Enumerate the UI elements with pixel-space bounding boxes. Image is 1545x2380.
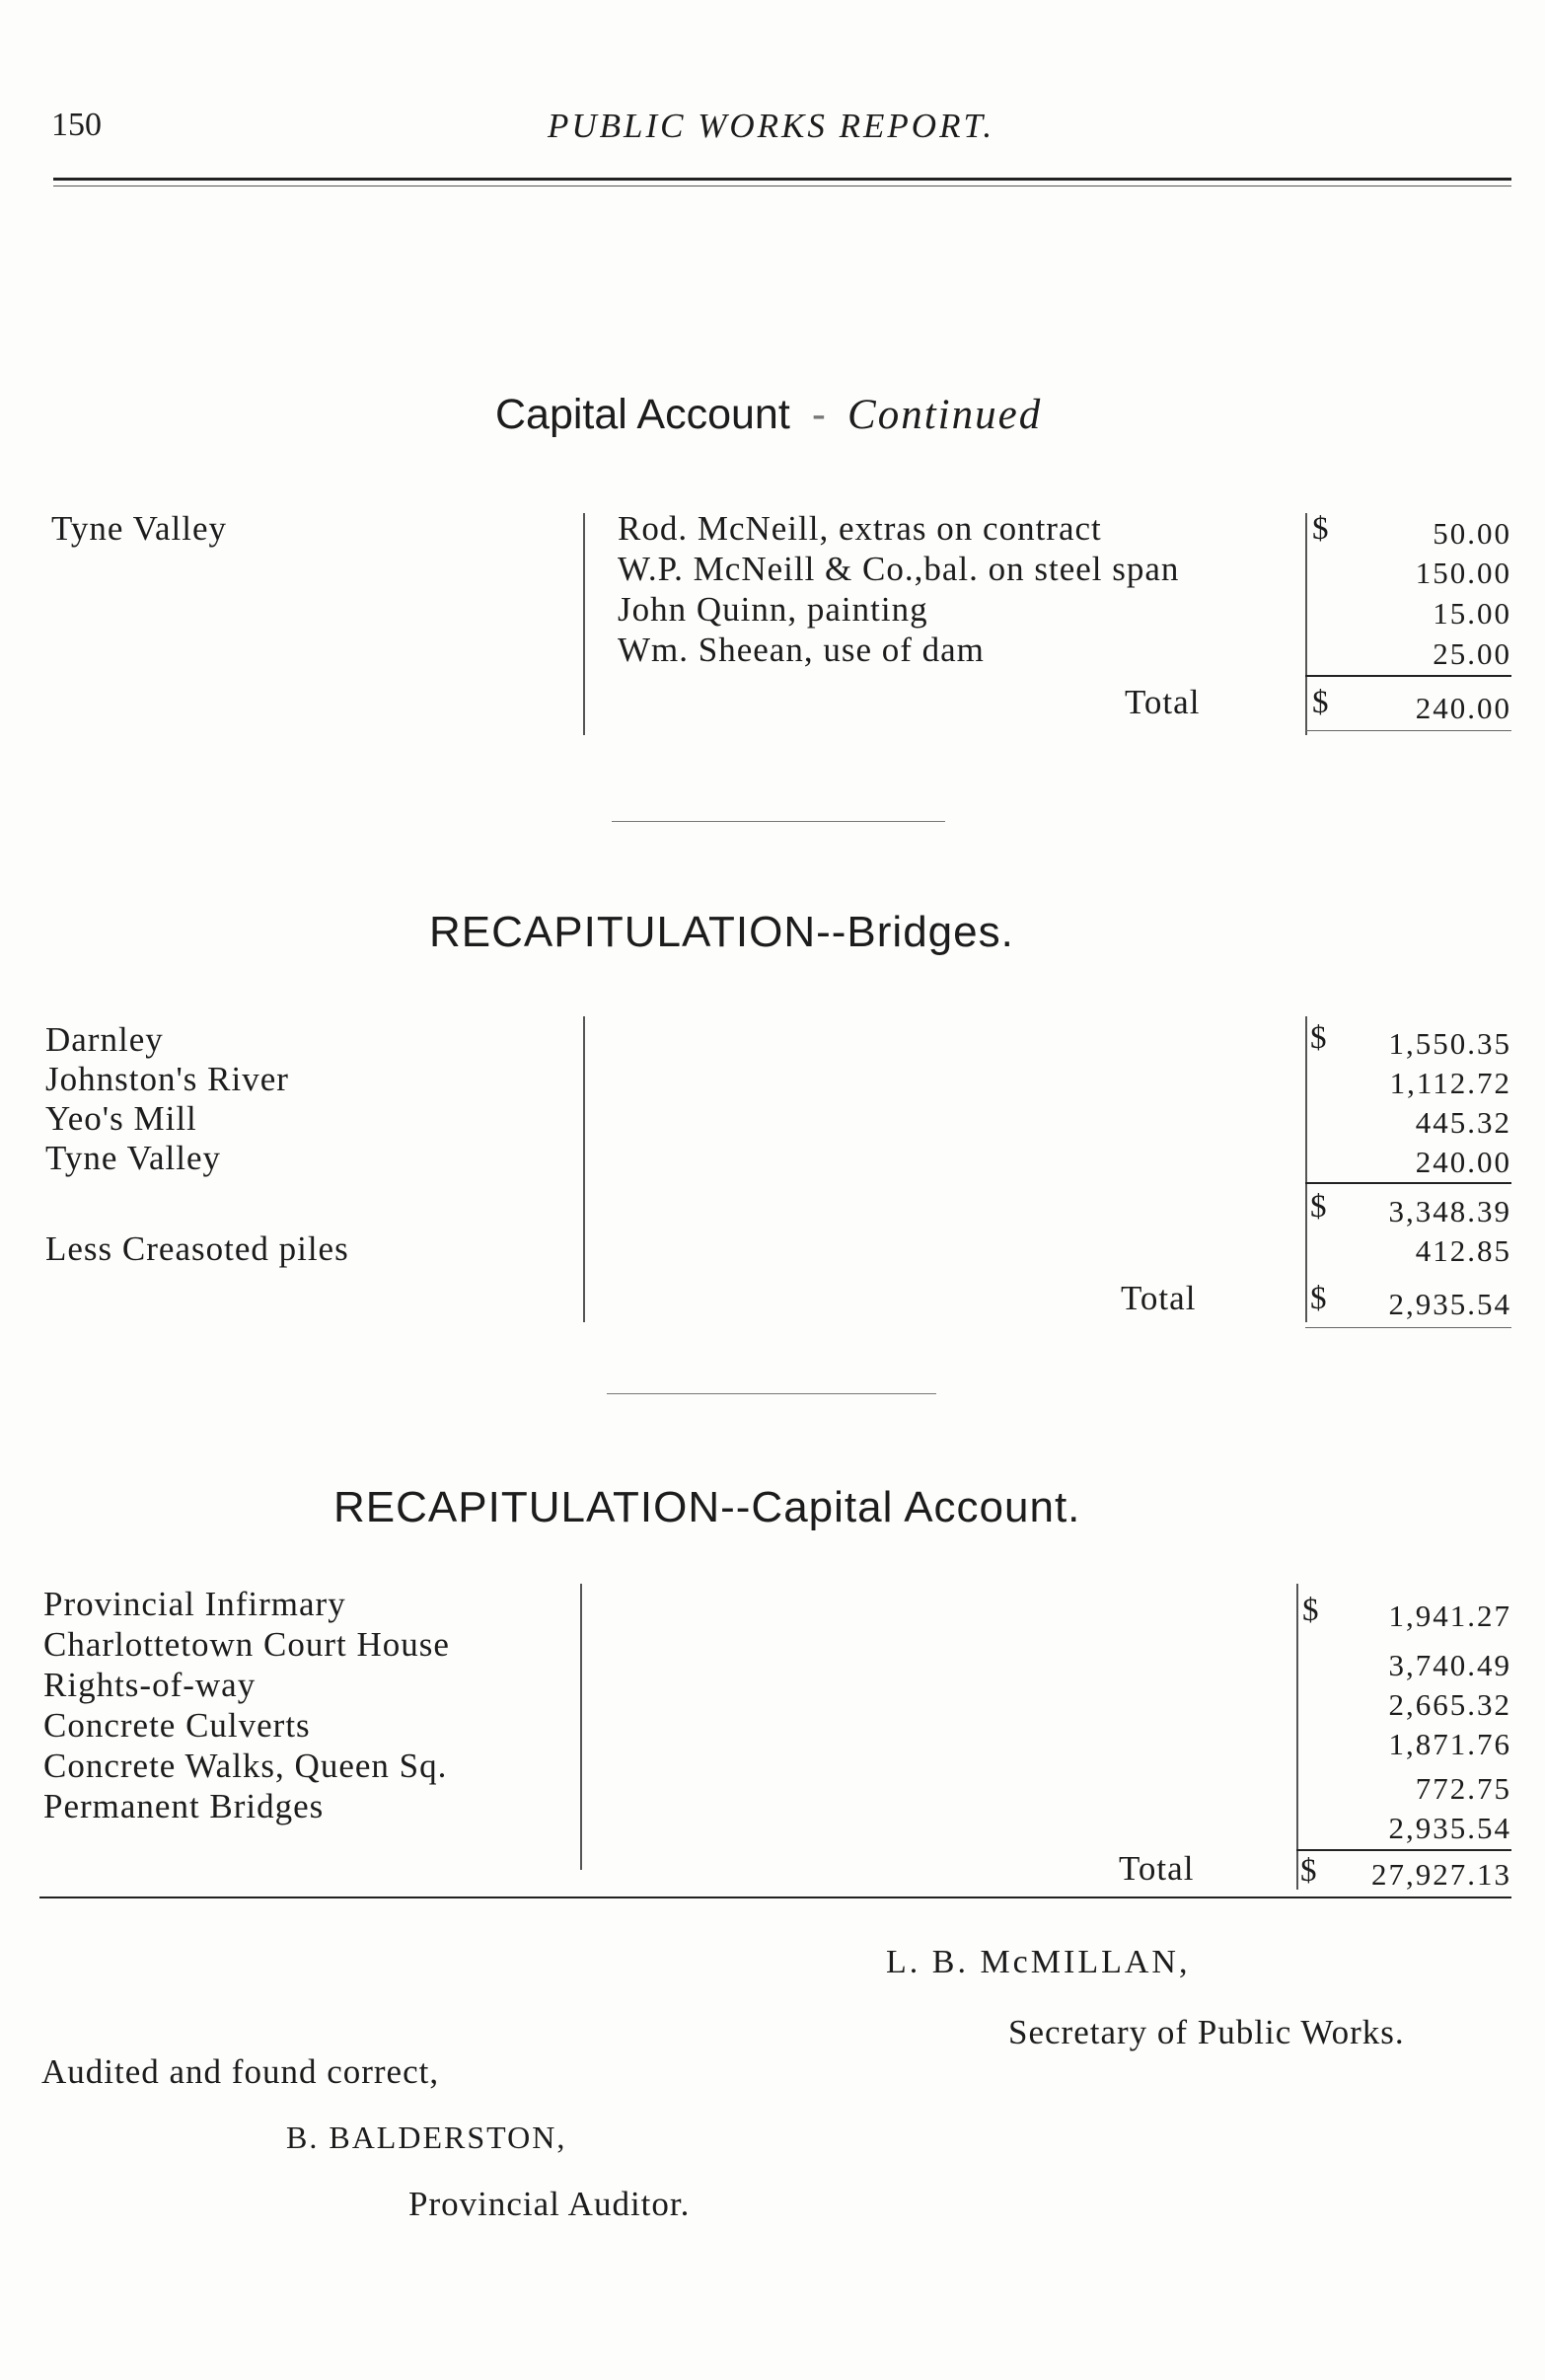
- amount-value: 1,550.35: [1388, 1026, 1511, 1061]
- list-item: Concrete Culverts: [43, 1706, 311, 1745]
- column-divider: [1305, 1016, 1307, 1322]
- list-item: W.P. McNeill & Co.,bal. on steel span: [618, 550, 1180, 588]
- page-bottom-rule: [39, 1897, 1511, 1898]
- subtotal-value: 3,348.39: [1388, 1194, 1511, 1228]
- list-item: Charlottetown Court House: [43, 1625, 450, 1664]
- list-item: Concrete Walks, Queen Sq.: [43, 1747, 448, 1785]
- auditor-name: B. BALDERSTON,: [286, 2120, 567, 2155]
- subtotal-rule: [1296, 1849, 1511, 1851]
- title-dash: -: [811, 391, 827, 438]
- list-item: Rights-of-way: [43, 1666, 257, 1704]
- amount-value: 3,740.49: [1388, 1648, 1511, 1682]
- column-divider: [1305, 513, 1307, 735]
- list-item: Yeo's Mill: [45, 1099, 197, 1138]
- total-value: 27,927.13: [1371, 1857, 1511, 1892]
- list-item: Wm. Sheean, use of dam: [618, 631, 985, 669]
- page-number: 150: [51, 107, 102, 143]
- list-item: Darnley: [45, 1020, 164, 1059]
- section-title-text: Capital Account: [495, 391, 790, 438]
- auditor-title: Provincial Auditor.: [408, 2185, 691, 2223]
- subtotal-rule: [1305, 1182, 1511, 1184]
- section-title-continued: Continued: [847, 392, 1043, 438]
- total-rule: [1305, 730, 1511, 731]
- total-rule: [1305, 1327, 1511, 1328]
- amount-value: 2,935.54: [1388, 1811, 1511, 1845]
- header-rule: [53, 178, 1511, 181]
- column-divider: [580, 1584, 582, 1870]
- amount-value: 1,871.76: [1388, 1727, 1511, 1761]
- section-title-recap-bridges: RECAPITULATION--Bridges.: [429, 908, 1014, 956]
- subtotal-rule: [1305, 675, 1511, 677]
- amount-value: 150.00: [1415, 556, 1511, 590]
- currency-sign: $: [1310, 1020, 1327, 1056]
- list-item: John Quinn, painting: [618, 590, 928, 629]
- total-label: Total: [1125, 683, 1201, 721]
- list-item: Provincial Infirmary: [43, 1585, 346, 1623]
- secretary-title: Secretary of Public Works.: [1008, 2013, 1405, 2051]
- section-title-capital-account: [495, 391, 1042, 439]
- currency-sign: $: [1310, 1281, 1327, 1316]
- section-separator: [612, 821, 945, 822]
- list-item: Permanent Bridges: [43, 1787, 325, 1825]
- currency-sign: $: [1300, 1853, 1317, 1889]
- amount-value: 25.00: [1433, 636, 1511, 671]
- column-divider: [583, 513, 585, 735]
- section-title-recap-capital: RECAPITULATION--Capital Account.: [333, 1483, 1081, 1531]
- amount-value: 1,941.27: [1388, 1599, 1511, 1633]
- currency-sign: $: [1302, 1593, 1319, 1628]
- secretary-name: L. B. McMILLAN,: [886, 1944, 1191, 1980]
- list-item: Johnston's River: [45, 1060, 289, 1098]
- column-divider: [583, 1016, 585, 1322]
- list-item: Rod. McNeill, extras on contract: [618, 509, 1102, 548]
- amount-value: 15.00: [1433, 596, 1511, 631]
- currency-sign: $: [1310, 1189, 1327, 1225]
- amount-value: 240.00: [1415, 1145, 1511, 1179]
- less-label: Less Creasoted piles: [45, 1229, 349, 1268]
- total-label: Total: [1121, 1279, 1197, 1317]
- running-title: PUBLIC WORKS REPORT.: [548, 107, 995, 145]
- currency-sign: $: [1312, 511, 1329, 547]
- amount-value: 445.32: [1415, 1105, 1511, 1140]
- amount-value: 1,112.72: [1389, 1066, 1511, 1100]
- total-value: 240.00: [1415, 691, 1511, 725]
- location-label: Tyne Valley: [51, 509, 228, 548]
- total-value: 2,935.54: [1388, 1287, 1511, 1321]
- total-label: Total: [1119, 1849, 1195, 1888]
- less-amount: 412.85: [1415, 1233, 1511, 1268]
- audit-note: Audited and found correct,: [41, 2052, 440, 2091]
- list-item: Tyne Valley: [45, 1139, 222, 1177]
- amount-value: 50.00: [1433, 516, 1511, 551]
- section-separator: [607, 1393, 936, 1394]
- amount-value: 772.75: [1415, 1771, 1511, 1806]
- amount-value: 2,665.32: [1388, 1687, 1511, 1722]
- currency-sign: $: [1312, 685, 1329, 720]
- column-divider: [1296, 1584, 1298, 1890]
